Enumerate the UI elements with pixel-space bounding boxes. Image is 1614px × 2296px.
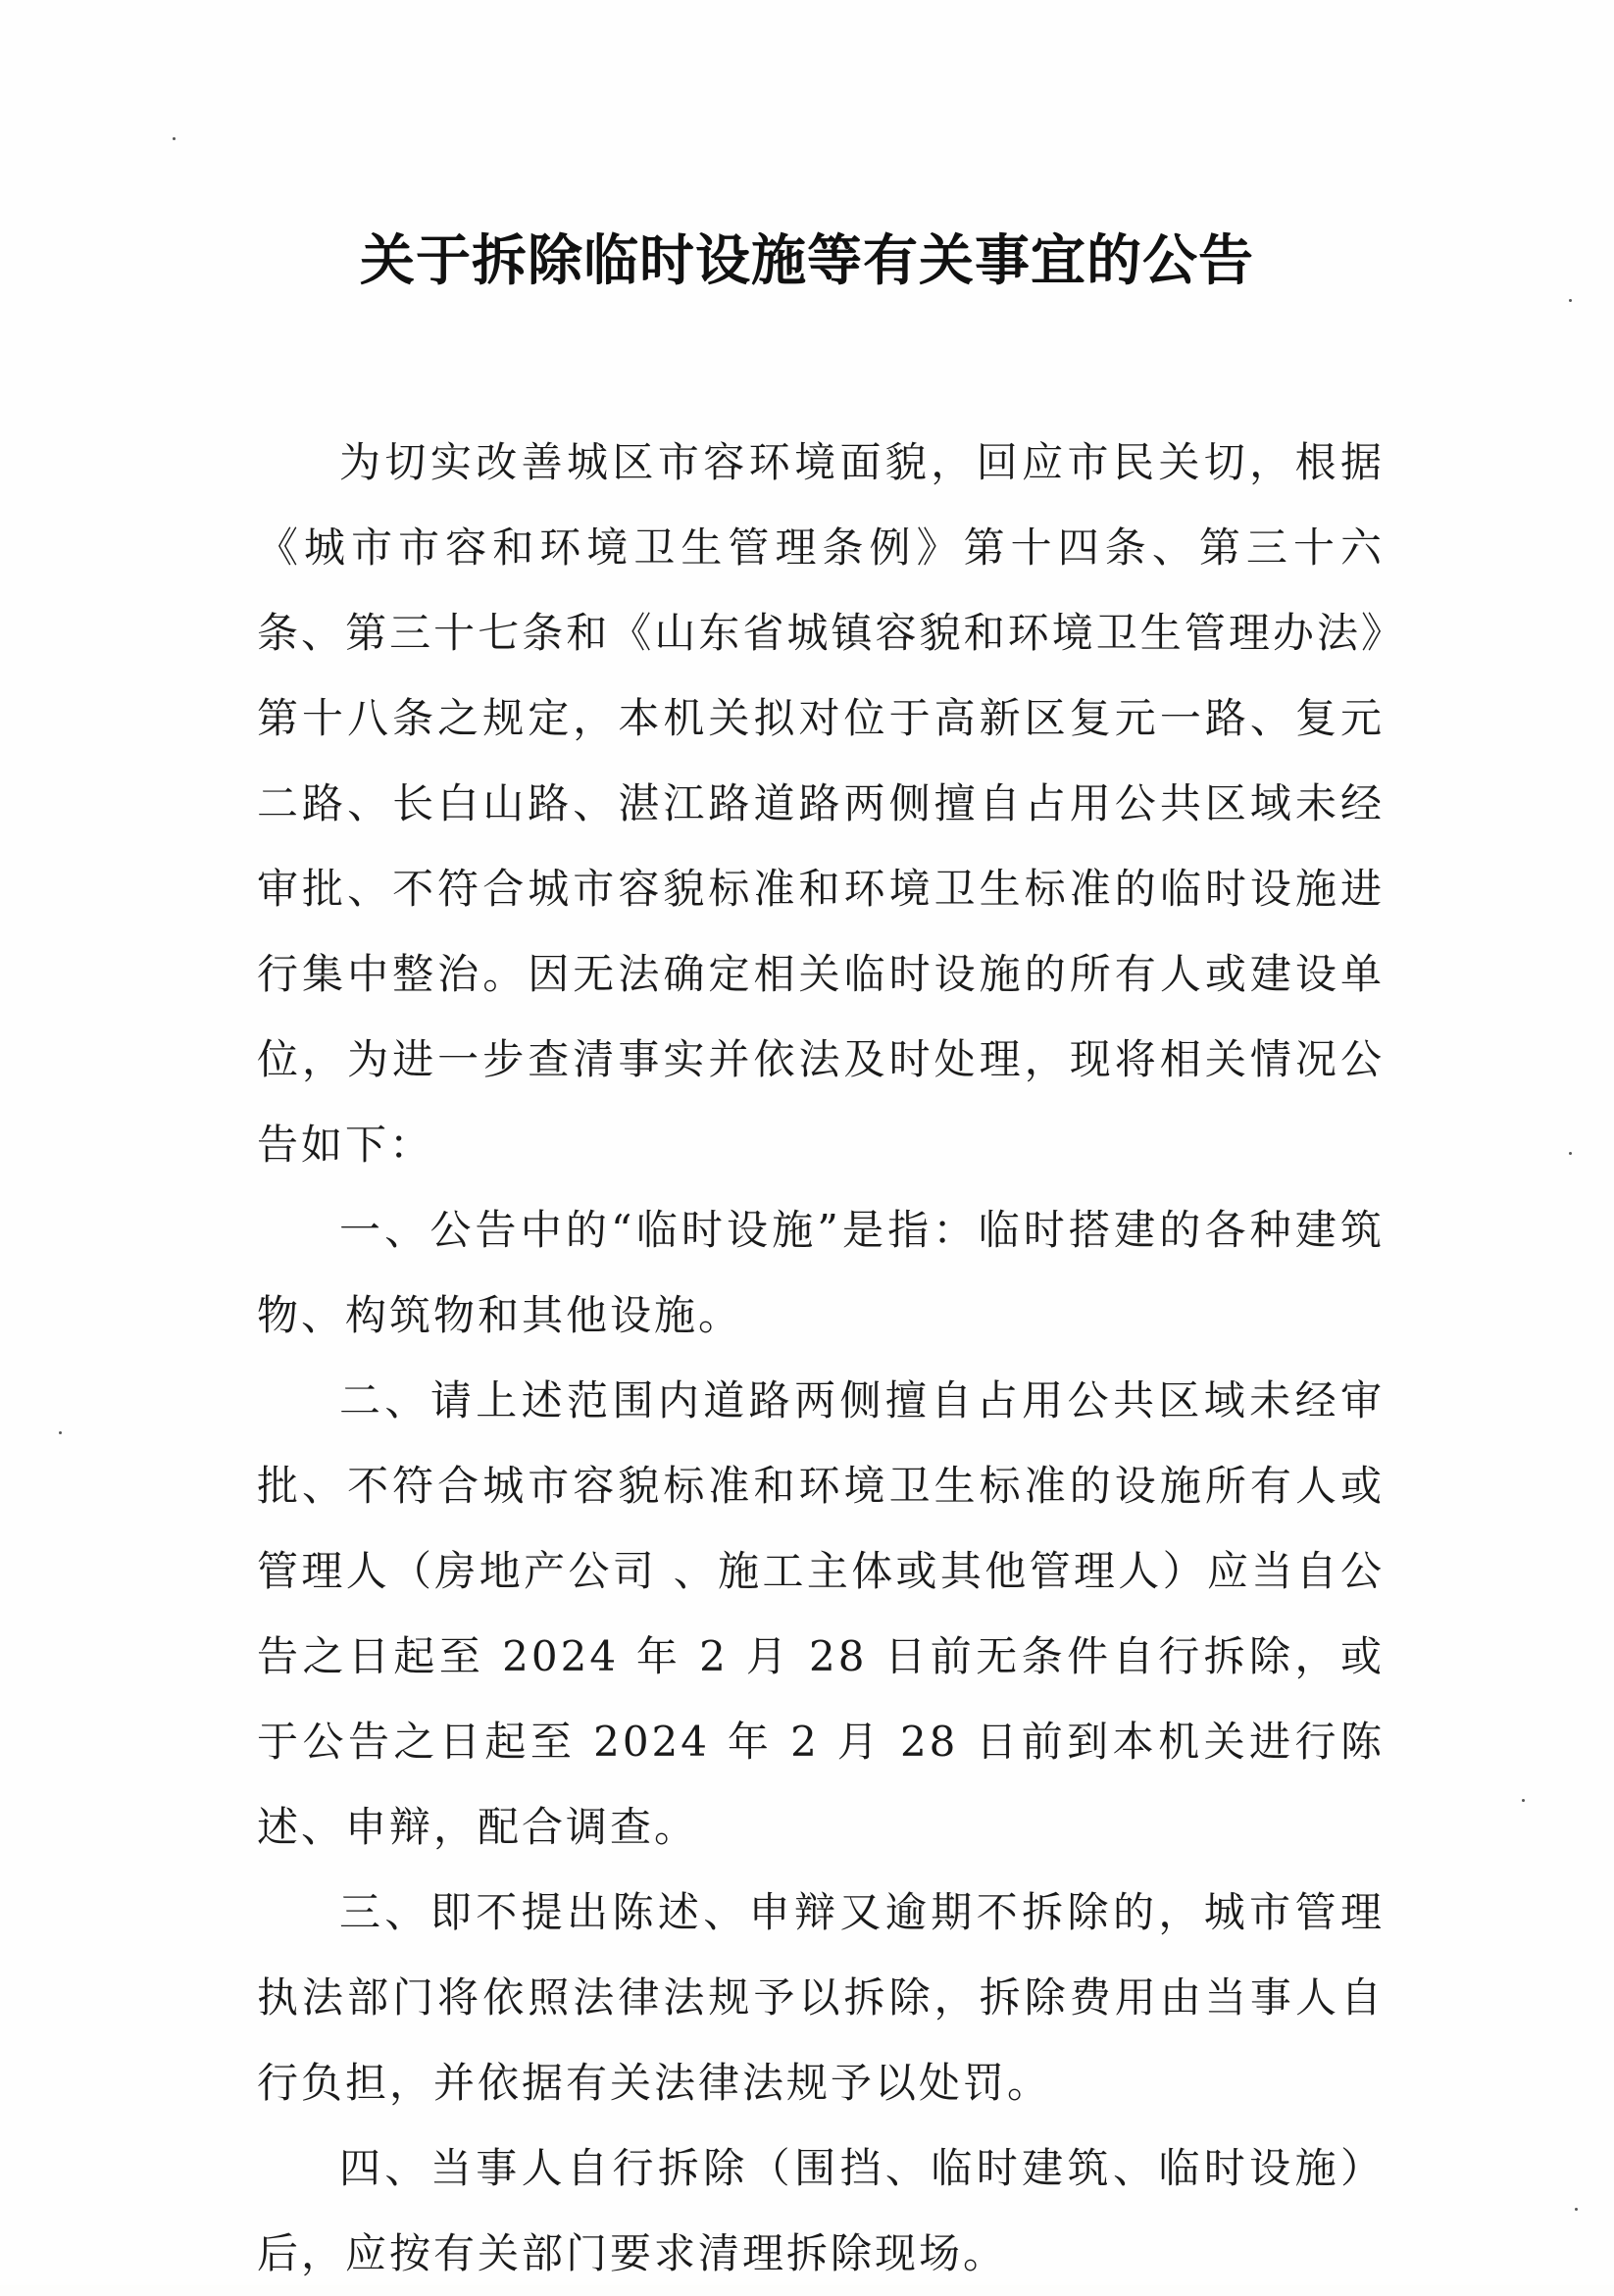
scan-speck xyxy=(1569,299,1572,302)
paragraph-intro: 为切实改善城区市容环境面貌，回应市民关切，根据《城市市容和环境卫生管理条例》第十四条、第三十六条、第三十七条和《山东省城镇容貌和环境卫生管理办法》第十八条之规定，本机关拟对位于高新区复元一路、复元二路、长白山路、湛江路道路两侧擅自占用公共区域未经审批、不符合城市容貌标准和环境卫生标准的临时设施进行集中整治。因无法确定相关临时设施的所有人或建设单位，为进一步查清事实并依法及时处理，现将相关情况公告如下： xyxy=(257,438,1385,1169)
paragraph-item-1: 一、公告中的“临时设施”是指：临时搭建的各种建筑物、构筑物和其他设施。 xyxy=(257,1206,1385,1339)
paragraph-item-2: 二、请上述范围内道路两侧擅自占用公共区域未经审批、不符合城市容貌标准和环境卫生标准的设施所有人或管理人（房地产公司 、施工主体或其他管理人）应当自公告之日起至 2024 年 2 月 28 日前无条件自行拆除，或于公告之日起至 2024 年 2 月 28 日前到本机关进行陈述、申辩，配合调查。 xyxy=(257,1376,1385,1851)
scan-speck xyxy=(1522,1799,1525,1802)
scan-speck xyxy=(173,137,176,140)
document-body xyxy=(257,420,1385,2296)
paragraph-item-4: 四、当事人自行拆除（围挡、临时建筑、临时设施）后，应按有关部门要求清理拆除现场。 xyxy=(257,2144,1385,2277)
document-title: 关于拆除临时设施等有关事宜的公告 xyxy=(360,229,1254,293)
scan-speck xyxy=(1575,2208,1578,2211)
scan-speck xyxy=(1569,1152,1572,1155)
paragraph-item-3: 三、即不提出陈述、申辩又逾期不拆除的，城市管理执法部门将依照法律法规予以拆除，拆除费用由当事人自行负担，并依据有关法律法规予以处罚。 xyxy=(257,1888,1385,2107)
scan-speck xyxy=(59,1431,62,1434)
